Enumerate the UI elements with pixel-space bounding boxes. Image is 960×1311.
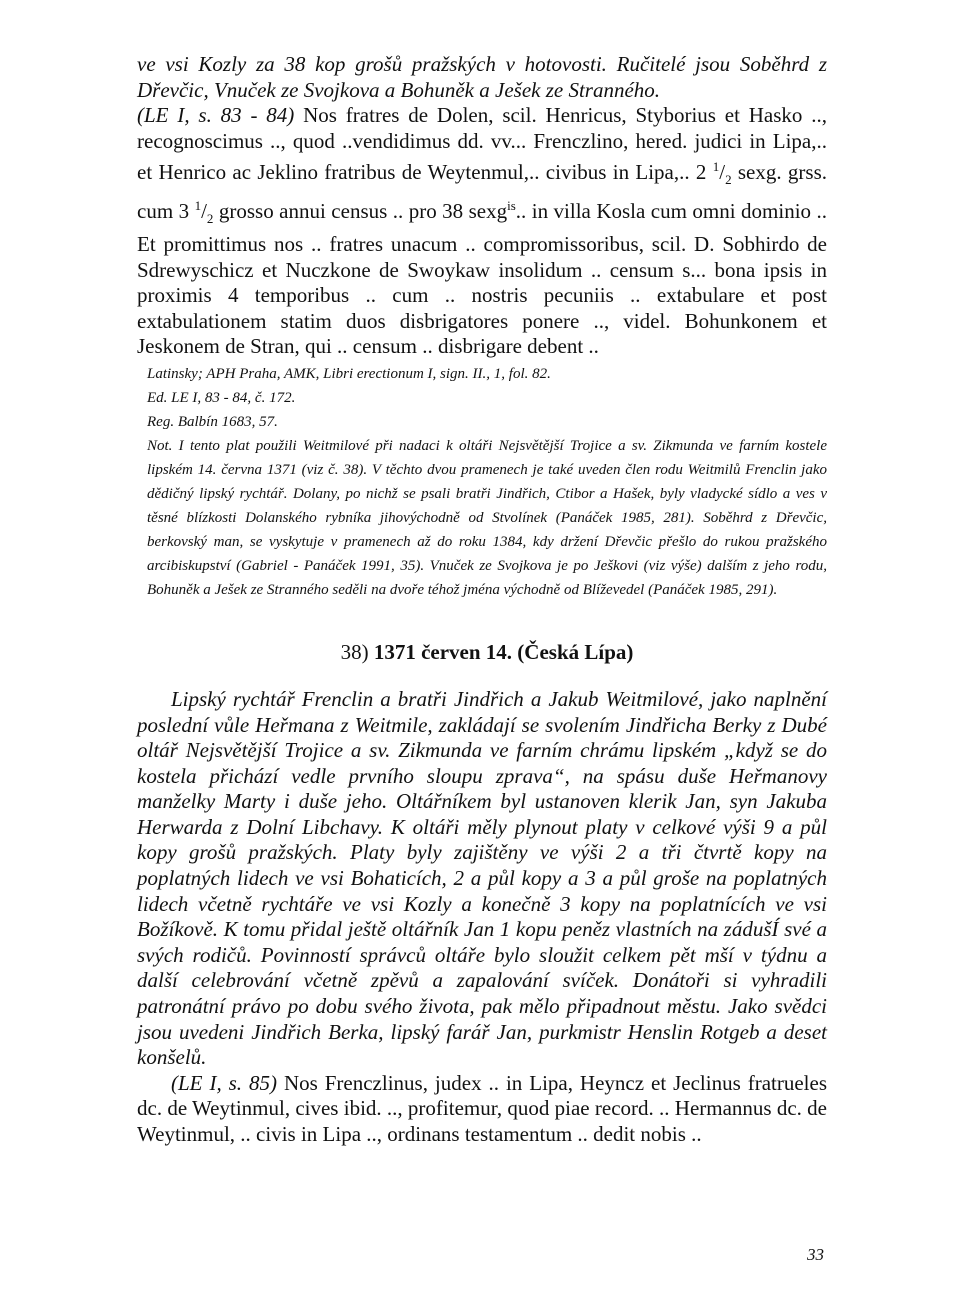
note-regest: Reg. Balbín 1683, 57. (147, 413, 278, 430)
note-language-source: Latinsky; APH Praha, AMK, Libri erectionum I, sign. II., 1, fol. 82. (147, 365, 551, 382)
entry-latin-text (137, 1071, 827, 1148)
entry-date: 1371 červen 14. (373, 639, 513, 664)
superscript-is: is (507, 198, 516, 214)
entry-summary: Lipský rychtář Frenclin a bratři Jindřich a Jakub Weitmilové, jako naplnění poslední vůle Heřmana z Weitmile, zakládají se svolením Jindřicha Berky z Dubé oltář Nejsvětější Trojice a sv. Zikmunda ve farním chrámu lipském „když se do kostela přichází vedle prvního sloupu zprava“, na spásu duše Heřmanovy manželky Marty i duše jeho. Oltářníkem byl ustanoven klerik Jan, syn Jakuba Herwarda z Dolní Libchavy. K oltáři měly plynout platy v celkové výši 9 a půl kopy grošů pražských. Platy byly zajištěny ve výši 2 a tři čtvrtě kopy na poplatných lidech ve vsi Bohaticích, 2 a půl kopy a 3 a půl groše na poplatných lidech včetně rychtáře ve vsi Kozly a konečně 3 kopy na poplatnících ve vsi Božíkově. K tomu přidal ještě oltářník Jan 1 kopu peněz vlastních na zádušÍ své a svých rodičů. Povinností správců oltáře bylo sloužit celkem pět mší v týdnu a další celebrování včetně zpěvů a zapalování svíček. Donátoři si vyhradili patronátní právo po dobu svého života, pak mělo připadnout městu. Jako svědci jsou uvedeni Jindřich Berka, lipský farář Jan, purkmistr Henslin Rotgeb a deset konšelů. (137, 686, 827, 1070)
entry-place: (Česká Lípa) (517, 639, 634, 664)
entry-latin-body: Nos Frenczlinus, judex .. in Lipa, Heyncz et Jeclinus fratrueles dc. de Weytinmul, cives ibid. .., profitemur, quod piae record. .. Hermannus dc. de Weytinmul, .. civis in Lipa .., ordinans testamentum .. dedit nobis .. (137, 1070, 827, 1146)
fraction-a-numerator: 1 (712, 159, 720, 175)
fraction-a-denominator: 2 (725, 172, 732, 188)
previous-latin-text-1: Nos fratres de Dolen, scil. Henricus, Styborius et Hasko .., recognoscimus .., quod ..vendidimus dd. vv... Frenczlino, hered. judici in Lipa,.. et Henrico ac Jeklino fratribus de Weytenmul,.. civibus in Lipa,.. 2 (137, 103, 828, 185)
previous-entry-text: ve vsi Kozly za 38 kop grošů pražských v hotovosti. Ručitelé jsou Soběhrd z Dřevčic, Vnuček ze Svojkova a Bohuněk a Ješek ze Stranného. (LE I, s. 83 - 84) Nos fratres de Dolen, scil. Henricus, Styborius et Hasko .., recognoscimus .., quod ..vendidimus dd. vv... Frenczlino, hered. judici in Lipa,.. et Henrico ac Jeklino fratribus de Weytenmul,.. civibus in Lipa,.. 2 $^1/_2$ sexg. grss. cum 3 $^1/_2$ grosso annui census .. pro 38 sexg$^{is}$.. in villa Kosla cum omni dominio .. Et promittimus nos .. fratres unacum .. compromissoribus, scil. D. Sobhirdo de Sdrewyschicz et Nuczkone de Swoykaw insolidum .. censum s... bona ipsis in proximis 4 temporibus .. cum .. nostris pecuniis .. extabulare et post extabulationem statim duos disbrigatores ponere .., videl. Bohunkonem et Jeskonem de Stran, qui .. censum .. disbrigare debent .. (137, 52, 828, 359)
previous-source-ref: (LE I, s. 83 - 84) (137, 103, 295, 128)
entry-source-ref: (LE I, s. 85) (171, 1070, 278, 1095)
entry-heading (137, 640, 827, 665)
document-page (137, 52, 827, 1148)
note-edition: Ed. LE I, 83 - 84, č. 172. (147, 389, 296, 406)
fraction-b-denominator: 2 (206, 211, 214, 227)
previous-latin-text-2: sexg. grss. cum 3 (137, 160, 827, 224)
previous-latin-text-3: grosso annui census .. pro 38 sexg (213, 199, 508, 224)
previous-latin-text-4: .. in villa Kosla cum omni dominio .. Et promittimus nos .. fratres unacum .. compromissoribus, scil. D. Sobhirdo de Sdrewyschicz et Nuczkone de Swoykaw insolidum .. censum s... bona ipsis in proximis 4 temporibus .. cum .. nostris pecuniis .. extabulare et post extabulationem statim duos disbrigatores ponere .., videl. Bohunkonem et Jeskonem de Stran, qui .. censum .. disbrigare debent .. (137, 199, 828, 359)
previous-entry-notes (147, 362, 827, 602)
note-commentary: Not. I tento plat použili Weitmilové při nadaci k oltáři Nejsvětější Trojice a sv. Zikmunda ve farním kostele lipském 14. června 1371 (viz č. 38). V těchto dvou pramenech je také uveden člen rodu Weitmilů Frenclin jako dědičný lipský rychtář. Dolany, po nichž se psali bratři Jindřich, Ctibor a Hašek, byly vladycké sídlo a ves v těsné blízkosti Dolanského rybníka jihovýchodně od Stvolínek (Panáček 1985, 281). Soběhrd z Dřevčic, berkovský man, se vyskytuje v pramenech až do roku 1384, kdy držení Dřevčic přešlo do rukou pražského arcibiskupství (Gabriel - Panáček 1991, 35). Vnuček ze Svojkova je po Ješkovi (viz výše) dalším z jeho rodu, Bohuněk a Ješek ze Stranného seděli na dvoře téhož jména východně od Blíževedel (Panáček 1985, 291). (147, 437, 827, 598)
previous-summary-tail: ve vsi Kozly za 38 kop grošů pražských v hotovosti. Ručitelé jsou Soběhrd z Dřevčic, Vnuček ze Svojkova a Bohuněk a Ješek ze Stranného. (137, 52, 827, 102)
page-number: 33 (807, 1245, 824, 1264)
entry-number: 38) (340, 639, 369, 664)
fraction-b-numerator: 1 (194, 198, 202, 214)
